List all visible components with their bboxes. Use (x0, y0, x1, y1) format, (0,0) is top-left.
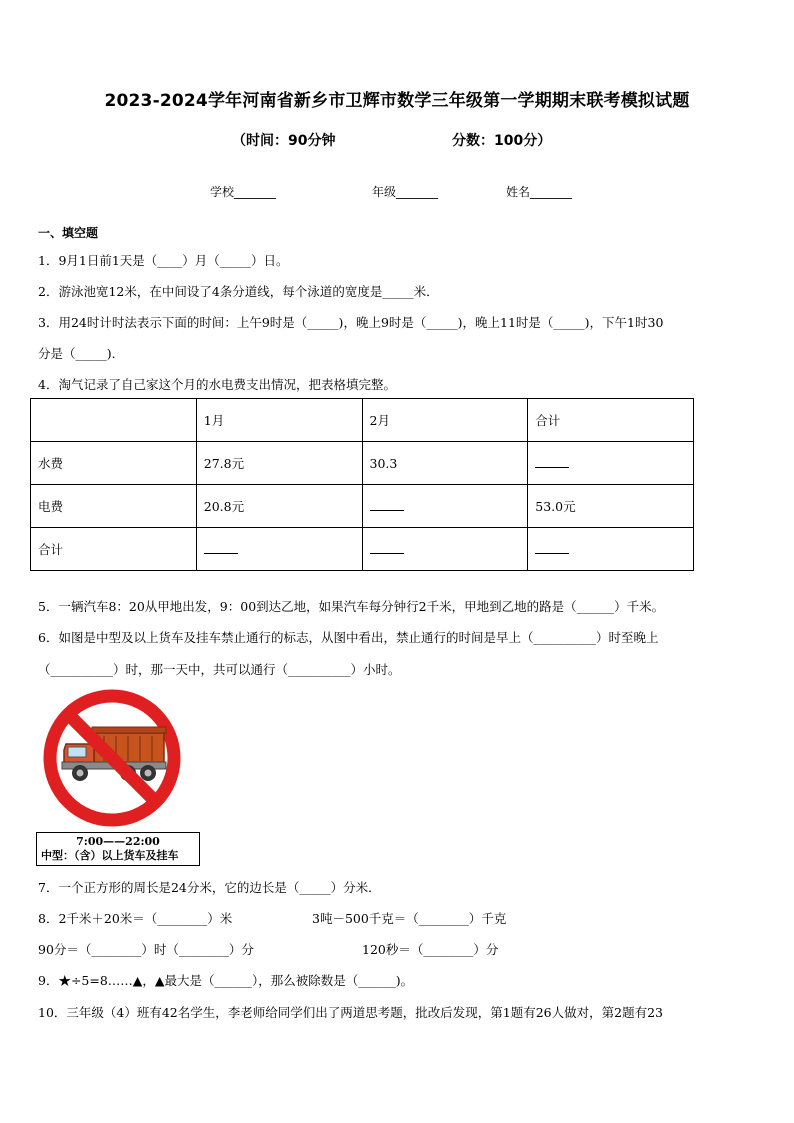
table-cell: 合计 (31, 528, 197, 571)
table-cell: 合计 (528, 399, 694, 442)
blank-cell (528, 442, 694, 485)
question-8-part-b: 3吨－500千克＝（________）千克 (312, 911, 507, 926)
sign-caption: 中型：（含）以上货车及挂车 (41, 849, 179, 862)
page-title: 2023-2024学年河南省新乡市卫辉市数学三年级第一学期期末联考模拟试题 (104, 91, 690, 111)
blank-cell (362, 528, 528, 571)
table-cell: 水费 (31, 442, 197, 485)
section-heading: 一、填空题 (38, 226, 99, 240)
question-3-line-2: 分是（_____)． (38, 346, 125, 361)
table-row (31, 528, 694, 571)
table-cell: 27.8元 (196, 442, 362, 485)
question-9: 9．★÷5=8……▲，▲最大是（______），那么被除数是（______)。 (38, 973, 414, 988)
exam-time: （时间：90分钟 (232, 133, 336, 149)
question-4: 4．淘气记录了自己家这个月的水电费支出情况，把表格填完整。 (38, 377, 396, 392)
table-cell: 1月 (196, 399, 362, 442)
question-2: 2．游泳池宽12米，在中间设了4条分道线，每个泳道的宽度是_____米． (38, 284, 439, 299)
table-cell (31, 399, 197, 442)
name-field: 姓名_______ (506, 185, 573, 199)
table-cell: 53.0元 (528, 485, 694, 528)
school-field: 学校_______ (210, 185, 277, 199)
sign-time: 7:00——22:00 (76, 835, 160, 848)
question-8-part-c: 90分＝（________）时（________）分 (38, 942, 254, 957)
question-1: 1．9月1日前1天是（____）月（_____）日。 (38, 253, 289, 268)
blank-cell (196, 528, 362, 571)
answer-blank (535, 541, 569, 554)
question-8-part-d: 120秒＝（________）分 (362, 942, 499, 957)
question-6-line-2: （__________）时，那一天中，共可以通行（__________）小时。 (38, 662, 401, 677)
question-8-part-a: 8．2千米＋20米＝（________）米 (38, 911, 233, 926)
fee-table (30, 398, 694, 571)
sign-plate (36, 832, 200, 866)
table-row (31, 485, 694, 528)
question-6-line-1: 6．如图是中型及以上货车及挂车禁止通行的标志，从图中看出，禁止通行的时间是早上（__________）时至晚上 (38, 630, 659, 645)
answer-blank (370, 541, 404, 554)
table-cell: 电费 (31, 485, 197, 528)
question-5: 5．一辆汽车8：20从甲地出发，9：00到达乙地，如果汽车每分钟行2千米，甲地到乙地的路是（______）千米。 (38, 599, 665, 614)
blank-cell (528, 528, 694, 571)
answer-blank (204, 541, 238, 554)
answer-blank (535, 455, 569, 468)
table-cell: 30.3 (362, 442, 528, 485)
exam-score: 分数：100分） (452, 133, 552, 149)
answer-blank (370, 498, 404, 511)
table-cell: 20.8元 (196, 485, 362, 528)
question-10: 10．三年级（4）班有42名学生，李老师给同学们出了两道思考题，批改后发现，第1题有26人做对，第2题有23 (38, 1005, 663, 1020)
grade-field: 年级_______ (372, 185, 439, 199)
question-3-line-1: 3．用24时计时法表示下面的时间：上午9时是（_____)，晚上9时是（_____)，晚上11时是（_____)，下午1时30 (38, 315, 664, 330)
table-cell: 2月 (362, 399, 528, 442)
table-header-row (31, 399, 694, 442)
question-7: 7．一个正方形的周长是24分米，它的边长是（_____）分米． (38, 880, 381, 895)
blank-cell (362, 485, 528, 528)
table-row (31, 442, 694, 485)
